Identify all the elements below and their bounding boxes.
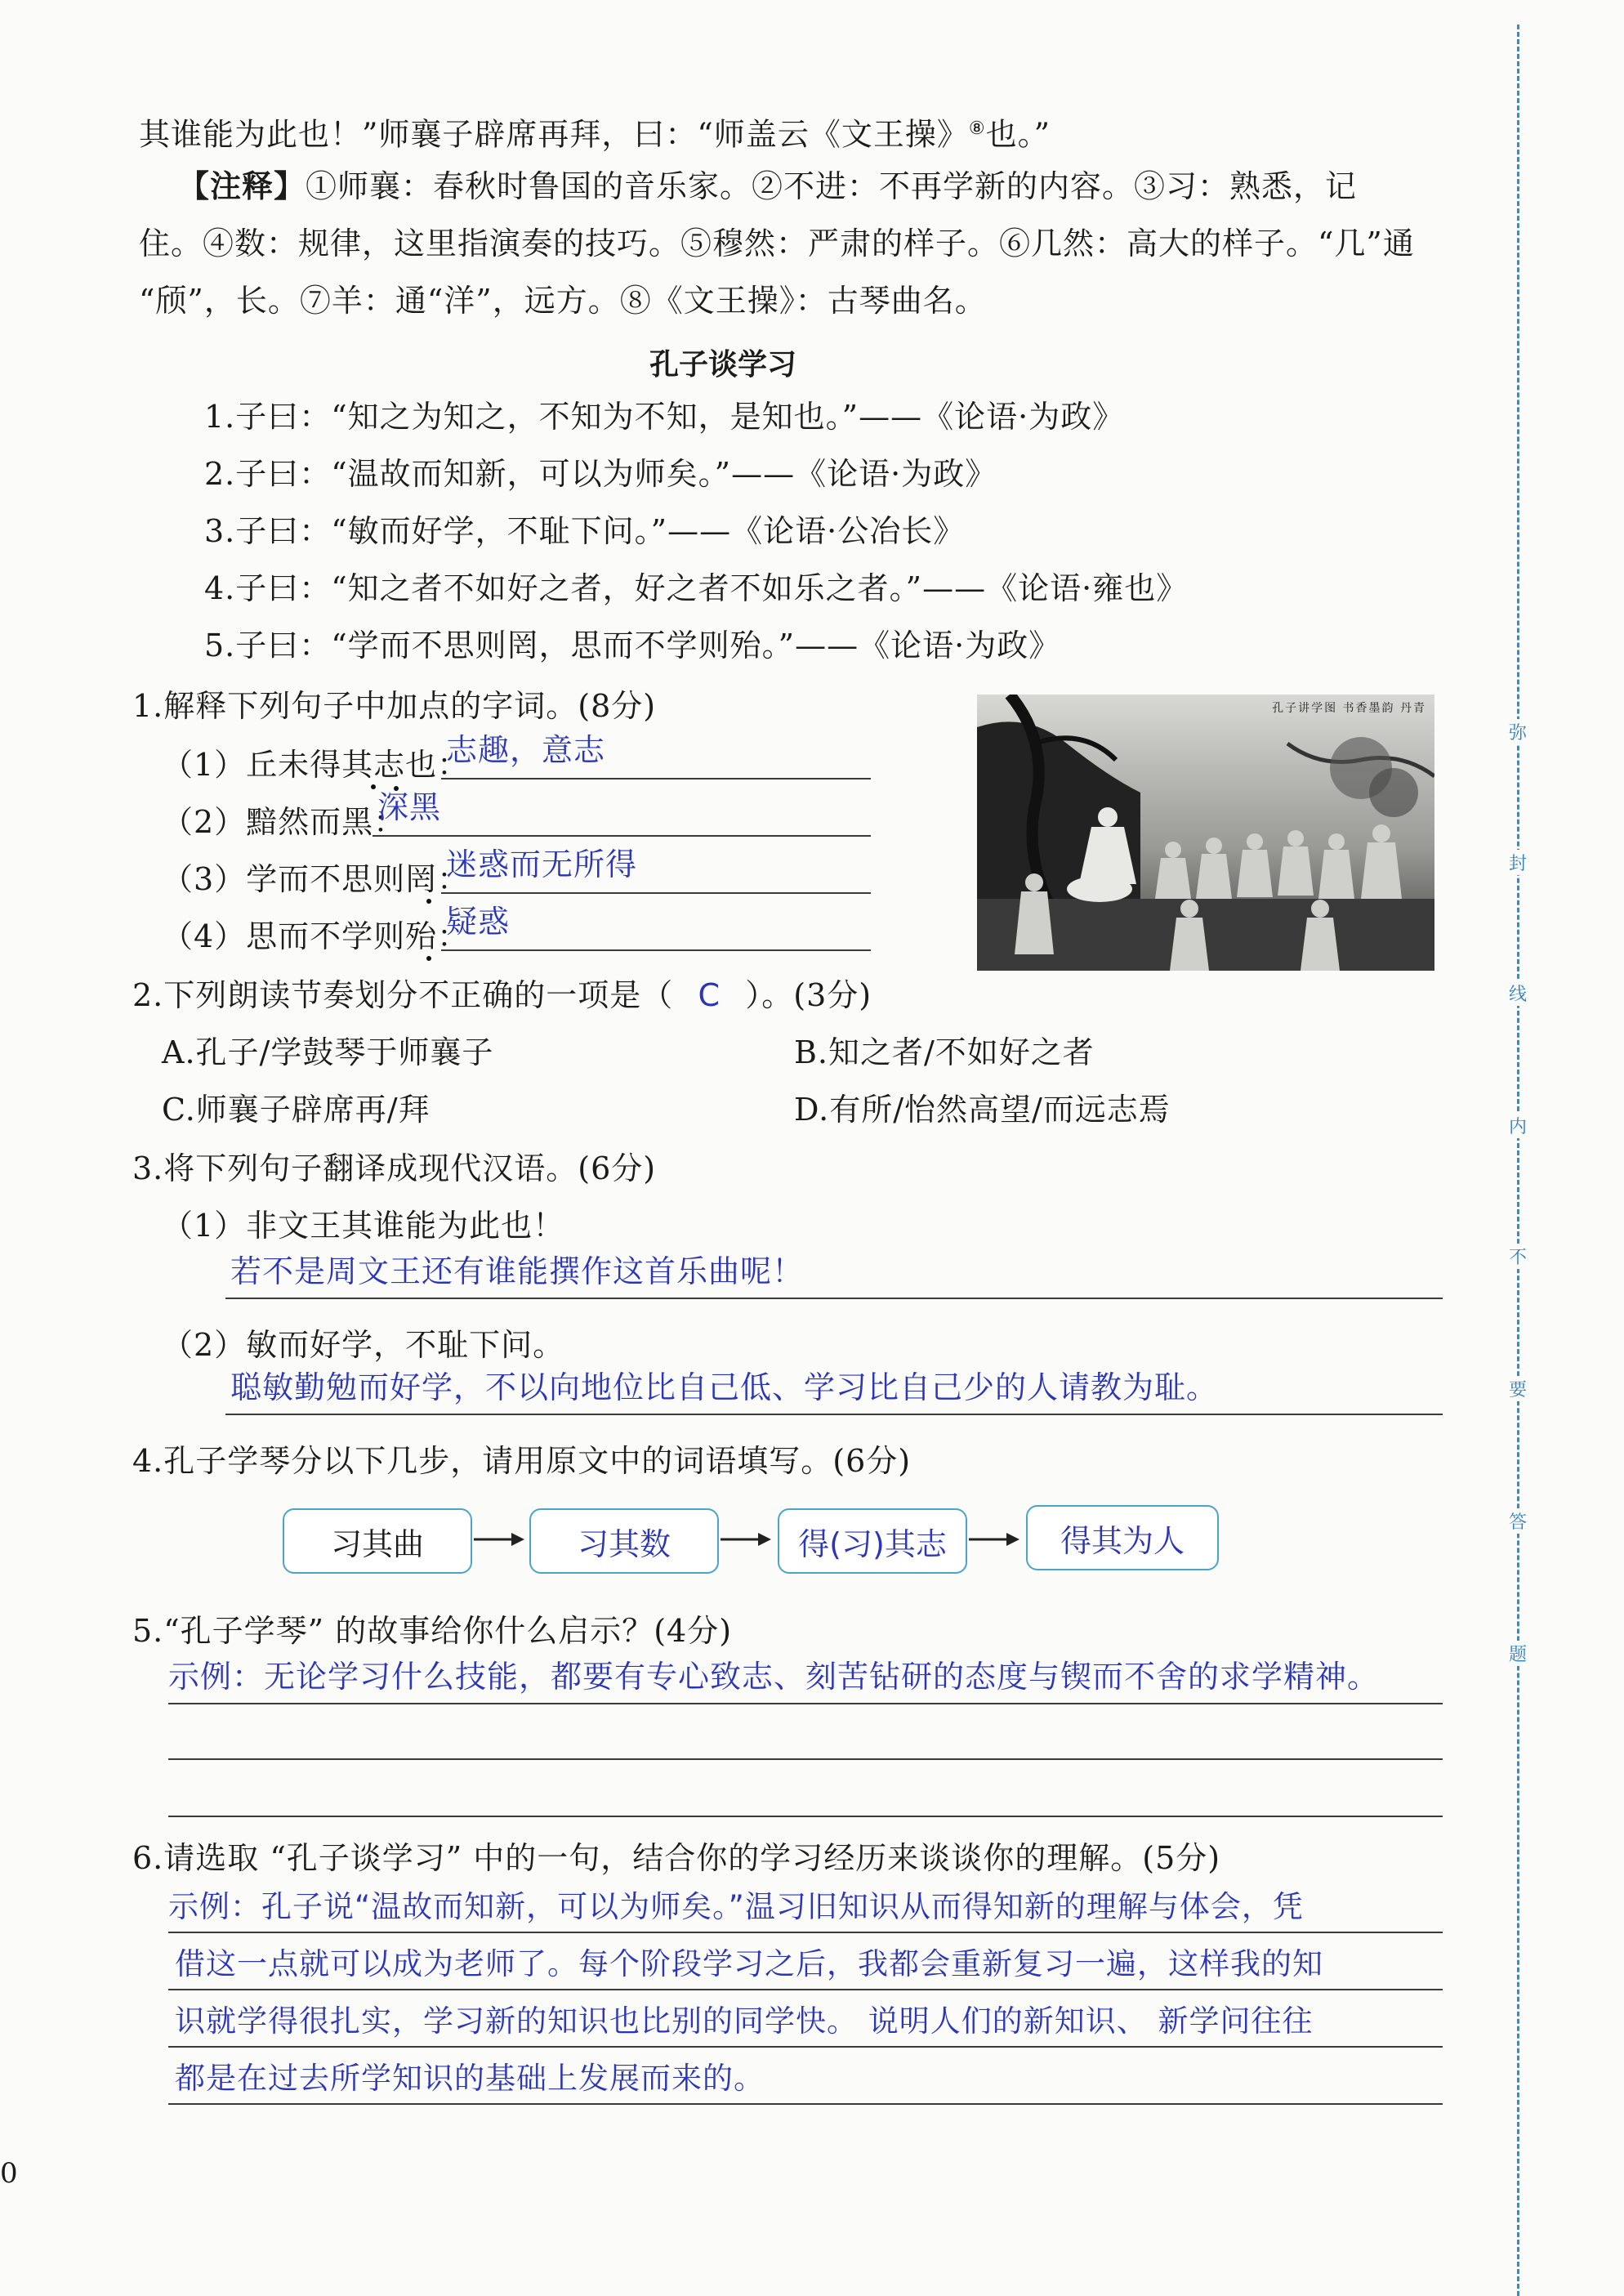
page-number: 0	[0, 2157, 19, 2190]
answer-line	[225, 1414, 1443, 1415]
emphasis-dot	[371, 784, 376, 789]
answer-line	[168, 1932, 1443, 1933]
flow-box-1: 习其曲	[283, 1508, 472, 1574]
painting-illustration	[977, 695, 1434, 971]
q2-option-a: A.孔子/学鼓琴于师襄子	[162, 1034, 494, 1070]
answer-line	[168, 2046, 1443, 2048]
q6-stem: 6.请选取 “孔子谈学习” 中的一句，结合你的学习经历来谈谈你的理解。(5分)	[132, 1840, 1221, 1876]
quote-4: 4.子曰：“知之者不如好之者，好之者不如乐之者。”——《论语·雍也》	[204, 570, 1189, 606]
quote-1: 1.子曰：“知之为知之，不知为不知，是知也。”——《论语·为政》	[204, 399, 1125, 435]
binding-margin-char: 不	[1507, 1244, 1528, 1269]
q1-item-2-answer[interactable]: 深黑	[377, 789, 442, 825]
arrow-icon	[472, 1530, 526, 1549]
answer-line	[441, 892, 871, 894]
flow-box-2[interactable]: 习其数	[529, 1508, 719, 1574]
q1-item-3-answer[interactable]: 迷惑而无所得	[446, 846, 638, 882]
q2-option-c: C.师襄子辟席再/拜	[162, 1092, 431, 1128]
answer-line	[441, 949, 871, 951]
q2-option-d: D.有所/怡然高望/而远志焉	[794, 1092, 1171, 1128]
emphasis-dot	[426, 899, 431, 904]
answer-line	[168, 2103, 1443, 2105]
quote-3: 3.子曰：“敏而好学，不耻下问。”——《论语·公冶长》	[204, 513, 966, 549]
section-title: 孔子谈学习	[649, 348, 796, 382]
binding-margin-char: 内	[1507, 1113, 1528, 1138]
binding-margin-char: 线	[1507, 980, 1528, 1006]
arrow-icon	[967, 1530, 1021, 1549]
q1-item-4-prompt: （4）思而不学则殆：	[162, 918, 470, 954]
q3-item-1-answer[interactable]: 若不是周文王还有谁能撰作这首乐曲呢！	[230, 1253, 805, 1289]
q5-answer[interactable]: 示例：无论学习什么技能，都要有专心致志、刻苦钻研的态度与锲而不舍的求学精神。	[168, 1659, 1380, 1695]
answer-line	[225, 1298, 1443, 1299]
answer-line	[373, 835, 871, 837]
flow-box-3[interactable]: 得(习)其志	[778, 1508, 967, 1574]
q1-item-1-prompt: （1）丘未得其志也：	[162, 747, 470, 783]
answer-line	[441, 778, 871, 779]
q3-item-1-prompt: （1）非文王其谁能为此也！	[162, 1208, 565, 1244]
q6-answer-line-2[interactable]: 借这一点就可以成为老师了。每个阶段学习之后，我都会重新复习一遍，这样我的知	[175, 1946, 1323, 1981]
binding-margin-char: 要	[1507, 1376, 1528, 1401]
notes-line-2: 住。④数：规律，这里指演奏的技巧。⑤穆然：严肃的样子。⑥几然：高大的样子。“几”通	[139, 226, 1415, 261]
q2-stem: 2.下列朗读节奏划分不正确的一项是（ C ）。(3分)	[132, 977, 872, 1013]
confucius-teaching-painting	[977, 695, 1434, 971]
answer-line	[168, 1758, 1443, 1760]
painting-caption: 孔子讲学图 书香墨韵 丹青	[1272, 702, 1426, 715]
q1-item-2-prompt: （2）黯然而黑：	[162, 804, 406, 840]
answer-line	[168, 1989, 1443, 1990]
quote-2: 2.子曰：“温故而知新，可以为师矣。”——《论语·为政》	[204, 456, 997, 492]
binding-margin-line	[1517, 25, 1519, 2296]
q1-stem: 1.解释下列句子中加点的字词。(8分)	[132, 688, 657, 724]
q5-stem: 5.“孔子学琴” 的故事给你什么启示？(4分)	[132, 1613, 733, 1649]
q2-answer[interactable]: C	[698, 977, 721, 1013]
emphasis-dot	[426, 956, 431, 961]
q3-stem: 3.将下列句子翻译成现代汉语。(6分)	[132, 1150, 657, 1186]
q1-item-4-answer[interactable]: 疑惑	[446, 904, 511, 940]
q2-option-b: B.知之者/不如好之者	[794, 1034, 1095, 1070]
binding-margin-char: 题	[1507, 1641, 1528, 1666]
q1-item-1-answer[interactable]: 志趣，意志	[446, 732, 606, 768]
answer-line	[168, 1703, 1443, 1704]
q6-answer-line-1[interactable]: 示例：孔子说“温故而知新，可以为师矣。”温习旧知识从而得知新的理解与体会，凭	[168, 1889, 1304, 1924]
answer-line	[168, 1816, 1443, 1817]
q6-answer-line-4[interactable]: 都是在过去所学知识的基础上发展而来的。	[175, 2061, 765, 2096]
quote-5: 5.子曰：“学而不思则罔，思而不学则殆。”——《论语·为政》	[204, 628, 1061, 663]
flow-box-4[interactable]: 得其为人	[1026, 1505, 1219, 1570]
q4-stem: 4.孔子学琴分以下几步，请用原文中的词语填写。(6分)	[132, 1443, 912, 1479]
q3-item-2-answer[interactable]: 聪敏勤勉而好学，不以向地位比自己低、学习比自己少的人请教为耻。	[230, 1369, 1219, 1405]
q6-answer-line-3[interactable]: 识就学得很扎实，学习新的知识也比别的同学快。 说明人们的新知识、 新学问往往	[175, 2003, 1314, 2039]
binding-margin-char: 答	[1507, 1508, 1528, 1534]
binding-margin-char: 弥	[1507, 719, 1528, 744]
binding-margin-char: 封	[1507, 850, 1528, 875]
notes-line-1: 【注释】①师襄：春秋时鲁国的音乐家。②不进：不再学新的内容。③习：熟悉，记	[178, 168, 1358, 204]
notes-line-3: “颀”，长。⑦羊：通“洋”，远方。⑧《文王操》：古琴曲名。	[139, 283, 987, 319]
notes-label: 【注释】	[178, 168, 306, 204]
passage-line: 其谁能为此也！”师襄子辟席再拜，曰：“师盖云《文王操》⑧也。”	[139, 116, 1051, 153]
q1-item-3-prompt: （3）学而不思则罔：	[162, 861, 470, 897]
q3-item-2-prompt: （2）敏而好学，不耻下问。	[162, 1327, 565, 1363]
arrow-icon	[719, 1530, 773, 1549]
